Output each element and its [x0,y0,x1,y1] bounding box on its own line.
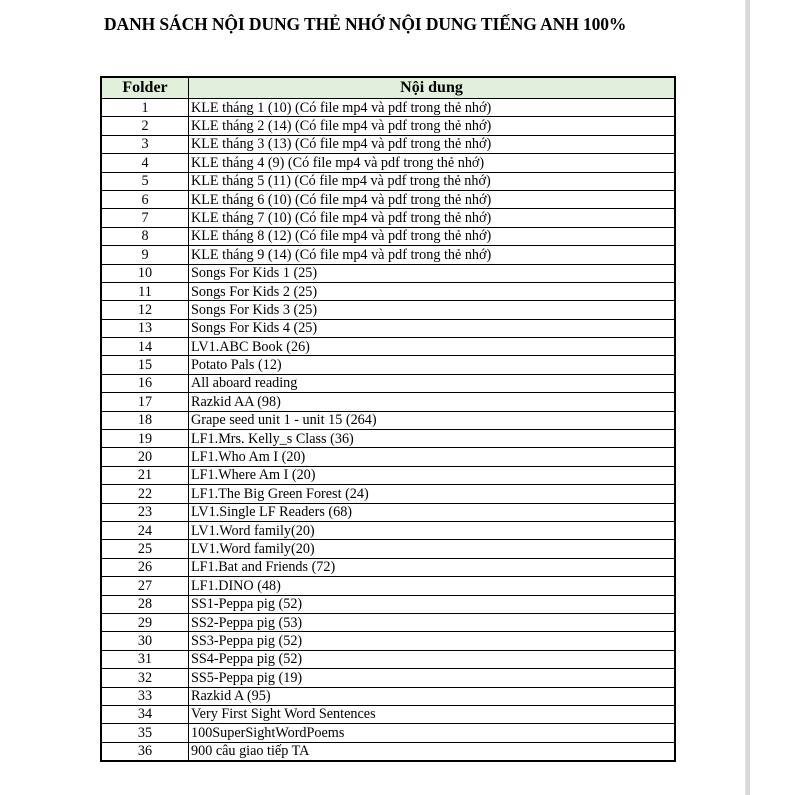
table-row [101,209,675,227]
table-row [101,374,675,392]
folder-content: LF1.Who Am I (20) [189,448,676,466]
table-row [101,742,675,761]
folder-number: 15 [101,356,189,374]
table-row [101,282,675,300]
folder-number: 14 [101,338,189,356]
folder-content: 100SuperSightWordPoems [189,724,676,742]
table-row [101,99,675,117]
folder-content: KLE tháng 9 (14) (Có file mp4 và pdf trong thẻ nhớ) [189,246,676,264]
folder-number: 23 [101,503,189,521]
folder-number: 8 [101,227,189,245]
folder-number: 27 [101,577,189,595]
folder-content: 900 câu giao tiếp TA [189,742,676,761]
folder-content: Songs For Kids 1 (25) [189,264,676,282]
folder-number: 11 [101,282,189,300]
folder-number: 13 [101,319,189,337]
folder-content: SS5-Peppa pig (19) [189,669,676,687]
folder-number: 4 [101,154,189,172]
page-title: DANH SÁCH NỘI DUNG THẺ NHỚ NỘI DUNG TIẾNG ANH 100% [104,14,627,34]
folder-number: 26 [101,558,189,576]
folder-content: SS3-Peppa pig (52) [189,632,676,650]
table-row [101,503,675,521]
folder-content: LV1.Word family(20) [189,521,676,539]
table-row [101,246,675,264]
folder-content: Very First Sight Word Sentences [189,705,676,723]
table-row [101,650,675,668]
folder-number: 30 [101,632,189,650]
folder-content: KLE tháng 8 (12) (Có file mp4 và pdf trong thẻ nhớ) [189,227,676,245]
column-header-folder: Folder [101,77,189,99]
table-row [101,301,675,319]
table-header-row [101,77,675,99]
folder-number: 1 [101,99,189,117]
table-row [101,338,675,356]
folder-content: LV1.ABC Book (26) [189,338,676,356]
table-row [101,705,675,723]
table-row [101,687,675,705]
folder-content: SS4-Peppa pig (52) [189,650,676,668]
folder-number: 35 [101,724,189,742]
folder-content: KLE tháng 3 (13) (Có file mp4 và pdf trong thẻ nhớ) [189,135,676,153]
folder-number: 32 [101,669,189,687]
folder-number: 36 [101,742,189,761]
folder-content: KLE tháng 4 (9) (Có file mp4 và pdf trong thẻ nhớ) [189,154,676,172]
folder-content: KLE tháng 1 (10) (Có file mp4 và pdf trong thẻ nhớ) [189,99,676,117]
folder-number: 6 [101,190,189,208]
folder-number: 28 [101,595,189,613]
folder-number: 12 [101,301,189,319]
folder-content: LF1.DINO (48) [189,577,676,595]
folder-number: 33 [101,687,189,705]
folder-content: Razkid AA (98) [189,393,676,411]
table-row [101,558,675,576]
folder-number: 21 [101,466,189,484]
folder-number: 19 [101,430,189,448]
folder-content: KLE tháng 5 (11) (Có file mp4 và pdf trong thẻ nhớ) [189,172,676,190]
table-row [101,393,675,411]
folder-content: LF1.Where Am I (20) [189,466,676,484]
folder-content: LF1.Mrs. Kelly_s Class (36) [189,430,676,448]
table-row [101,448,675,466]
table-row [101,613,675,631]
folder-number: 16 [101,374,189,392]
folder-number: 7 [101,209,189,227]
folder-content: LV1.Single LF Readers (68) [189,503,676,521]
folder-content: All aboard reading [189,374,676,392]
folder-content: KLE tháng 2 (14) (Có file mp4 và pdf trong thẻ nhớ) [189,117,676,135]
folder-number: 20 [101,448,189,466]
folder-content: Grape seed unit 1 - unit 15 (264) [189,411,676,429]
page-edge-divider [745,0,750,795]
folder-content: Songs For Kids 4 (25) [189,319,676,337]
folder-number: 17 [101,393,189,411]
folder-content: Razkid A (95) [189,687,676,705]
folder-number: 31 [101,650,189,668]
content-table [100,76,676,762]
table-row [101,632,675,650]
table-row [101,521,675,539]
table-row [101,154,675,172]
folder-number: 25 [101,540,189,558]
folder-content: Songs For Kids 2 (25) [189,282,676,300]
table-row [101,356,675,374]
folder-number: 24 [101,521,189,539]
table-row [101,117,675,135]
table-row [101,577,675,595]
table-row [101,411,675,429]
folder-content: LF1.Bat and Friends (72) [189,558,676,576]
folder-number: 10 [101,264,189,282]
table-row [101,190,675,208]
folder-content: LF1.The Big Green Forest (24) [189,485,676,503]
table-row [101,430,675,448]
folder-number: 2 [101,117,189,135]
folder-number: 22 [101,485,189,503]
table-row [101,135,675,153]
folder-content: SS2-Peppa pig (53) [189,613,676,631]
folder-number: 18 [101,411,189,429]
table-row [101,540,675,558]
folder-number: 9 [101,246,189,264]
table-row [101,227,675,245]
table-row [101,466,675,484]
table-row [101,724,675,742]
folder-content: Songs For Kids 3 (25) [189,301,676,319]
folder-content: KLE tháng 6 (10) (Có file mp4 và pdf trong thẻ nhớ) [189,190,676,208]
folder-number: 34 [101,705,189,723]
folder-content: Potato Pals (12) [189,356,676,374]
folder-number: 29 [101,613,189,631]
table-row [101,595,675,613]
folder-content: KLE tháng 7 (10) (Có file mp4 và pdf trong thẻ nhớ) [189,209,676,227]
folder-number: 5 [101,172,189,190]
column-header-content: Nội dung [189,77,676,99]
table-row [101,319,675,337]
table-row [101,264,675,282]
table-row [101,485,675,503]
table-row [101,669,675,687]
folder-number: 3 [101,135,189,153]
table-row [101,172,675,190]
folder-content: SS1-Peppa pig (52) [189,595,676,613]
folder-content: LV1.Word family(20) [189,540,676,558]
